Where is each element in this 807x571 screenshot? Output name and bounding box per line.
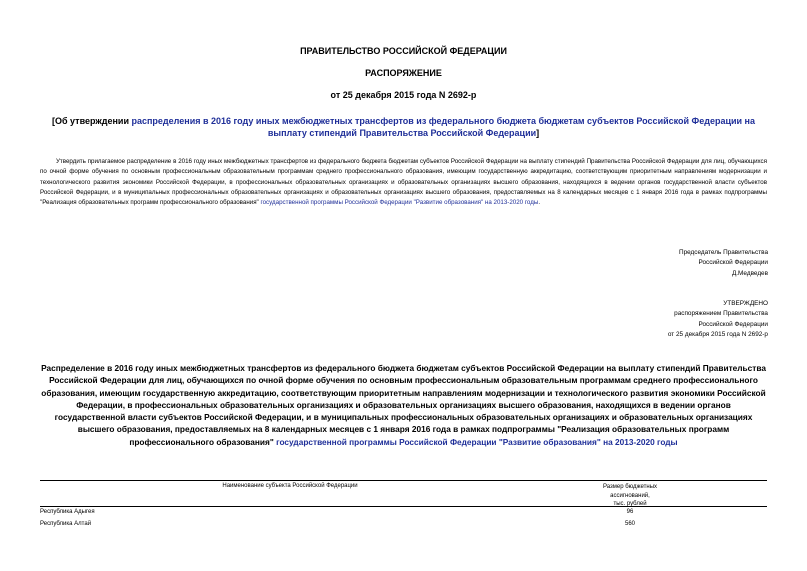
table-header-amount <box>560 483 700 509</box>
document-title <box>40 115 767 139</box>
title-link[interactable]: распределения в 2016 году иных межбюджетных трансфертов из федерального бюджета бюджетам субъектов Российской Федерации на выплату стипендий Правительства Российской Федерации <box>131 116 755 138</box>
doc-type-heading: РАСПОРЯЖЕНИЕ <box>365 68 442 78</box>
title-suffix: ] <box>536 128 540 138</box>
program-link[interactable]: государственной программы Российской Федерации "Развитие образования" на 2013-2020 годы <box>260 199 539 207</box>
table-row-name: Республика Алтай <box>40 521 92 527</box>
body-text: Утвердить прилагаемое распределение в 2016 году иных межбюджетных трансфертов из федерального бюджета бюджетам субъектов Российской Федерации на выплату стипендий Правительства Российской Федерации для лиц, обучающихся по очной форме обучения по основным профессиональным образовательным программам среднего профессионального образования, имеющим государственную аккредитацию, соответствующим приоритетным направлениям модернизации и технологического развития экономики Российской Федерации, в профессиональных образовательных организациях и образовательных организациях высшего образования, находящихся в ведении органов государственной власти субъектов Российской Федерации, и в муниципальных профессиональных образовательных организациях и образовательных организациях высшего образования, предоставляемых на 8 календарных месяцев с 1 января 2016 года в рамках подпрограммы "Реализация образовательных программ профессионального образования" <box>40 158 767 207</box>
title-prefix: [Об утверждении <box>52 116 132 126</box>
order-body <box>40 157 767 208</box>
body-end: . <box>538 199 541 207</box>
approval-line-1: УТВЕРЖДЕНО <box>723 300 768 307</box>
table-row-name: Республика Адыгея <box>40 509 95 515</box>
amount-header-line-2: ассигнований, <box>610 492 650 499</box>
table-top-rule <box>40 480 767 481</box>
table-row-value: 560 <box>624 521 635 527</box>
approval-line-4: от 25 декабря 2015 года N 2692-р <box>667 330 768 338</box>
table-header-region: Наименование субъекта Российской Федерации <box>222 483 358 489</box>
signature-block <box>568 248 768 279</box>
date-number-heading: от 25 декабря 2015 года N 2692-р <box>330 90 477 100</box>
distribution-title-text: Распределение в 2016 году иных межбюджетных трансфертов из федерального бюджета бюджетам субъектов Российской Федерации на выплату стипендий Правительства Российской Федерации для лиц, обучающихся по очной форме обучения по основным профессиональным образовательным программам среднего профессионального образования, имеющим государственную аккредитацию, соответствующим приоритетным направлениям модернизации и технологического развития экономики Российской Федерации, в профессиональных образовательных организациях и образовательных организациях высшего образования, находящихся в ведении органов государственной власти субъектов Российской Федерации, и в муниципальных профессиональных образовательных организациях и образовательных организациях высшего образования, предоставляемых на 8 календарных месяцев с 1 января 2016 года в рамках подпрограммы "Реализация образовательных программ профессионального образования" <box>41 363 766 447</box>
approval-line-3: Российской Федерации <box>698 320 768 328</box>
distribution-title-link[interactable]: государственной программы Российской Федерации "Развитие образования" на 2013-2020 годы <box>276 436 678 447</box>
amount-header-line-3: тыс. рублей <box>613 501 647 507</box>
signature-line-1: Председатель Правительства <box>679 249 768 256</box>
amount-header-line-1: Размер бюджетных <box>602 484 658 490</box>
approval-block <box>568 299 768 340</box>
table-header-rule <box>40 506 767 507</box>
government-heading: ПРАВИТЕЛЬСТВО РОССИЙСКОЙ ФЕДЕРАЦИИ <box>300 46 507 56</box>
distribution-title <box>40 362 767 448</box>
table-row-value: 96 <box>626 509 634 515</box>
signature-line-3: Д.Медведев <box>731 269 768 277</box>
signature-line-2: Российской Федерации <box>698 259 768 267</box>
approval-line-2: распоряжением Правительства <box>674 310 768 318</box>
